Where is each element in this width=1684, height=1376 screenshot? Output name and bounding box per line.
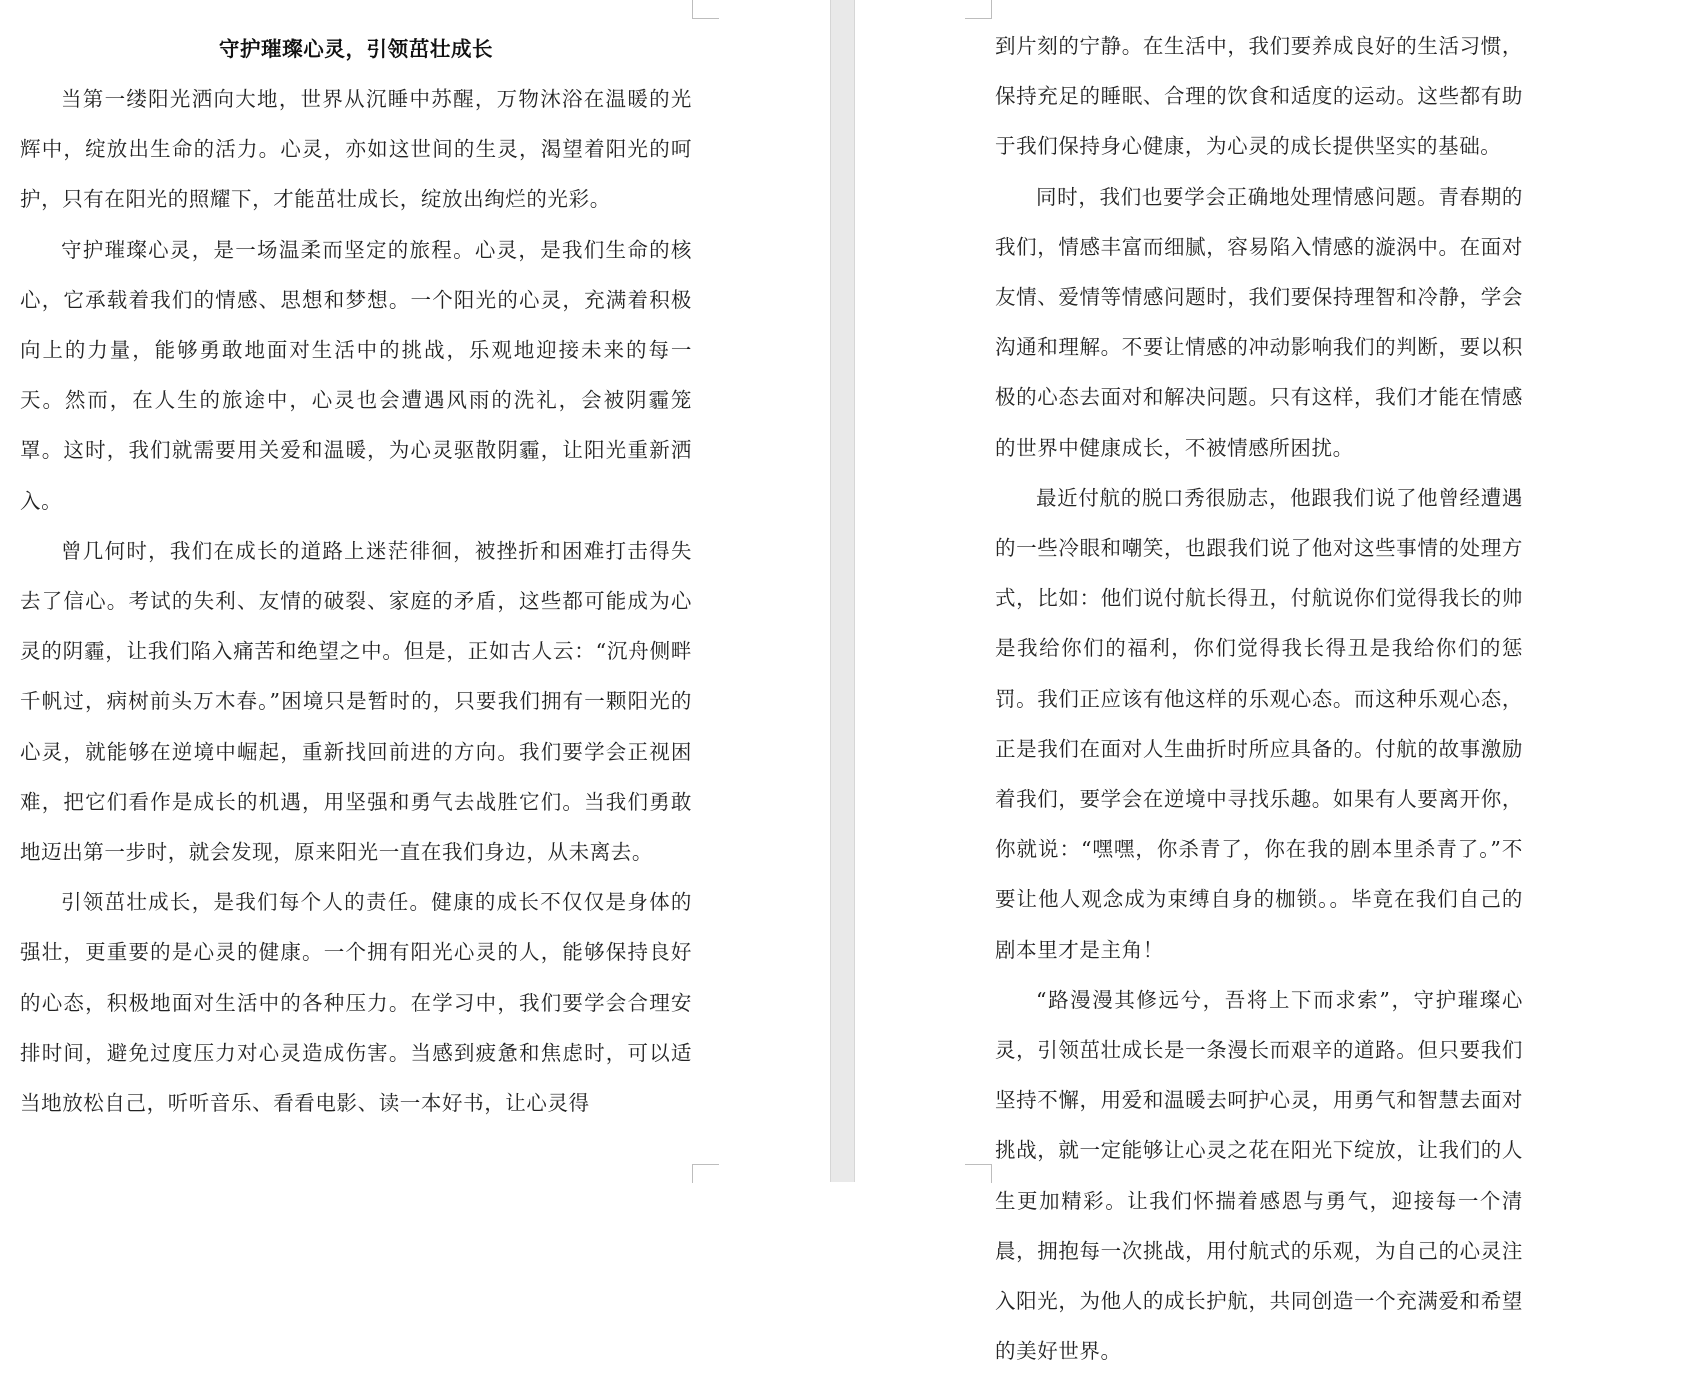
page-corner-mark [692, 0, 719, 19]
paragraph-continuation: 到片刻的宁静。在生活中，我们要养成良好的生活习惯，保持充足的睡眠、合理的饮食和适度的运动。这些都有助于我们保持身心健康，为心灵的成长提供坚实的基础。 [995, 34, 1523, 159]
paragraph: 曾几何时，我们在成长的道路上迷茫徘徊，被挫折和困难打击得失去了信心。考试的失利、友情的破裂、家庭的矛盾，这些都可能成为心灵的阴霾，让我们陷入痛苦和绝望之中。但是，正如古人云：“沉舟侧畔千帆过，病树前头万木春。”困境只是暂时的，只要我们拥有一颗阳光的心灵，就能够在逆境中崛起，重新找回前进的方向。我们要学会正视困难，把它们看作是成长的机遇，用坚强和勇气去战胜它们。当我们勇敢地迈出第一步时，就会发现，原来阳光一直在我们身边，从未离去。 [20, 538, 692, 865]
page-body [995, 21, 1523, 1376]
paragraph: 同时，我们也要学会正确地处理情感问题。青春期的我们，情感丰富而细腻，容易陷入情感的漩涡中。在面对友情、爱情等情感问题时，我们要保持理智和冷静，学会沟通和理解。不要让情感的冲动影响我们的判断，要以积极的心态去面对和解决问题。只有这样，我们才能在情感的世界中健康成长，不被情感所困扰。 [995, 184, 1523, 460]
paragraph: 最近付航的脱口秀很励志，他跟我们说了他曾经遭遇的一些冷眼和嘲笑，也跟我们说了他对这些事情的处理方式，比如：他们说付航长得丑，付航说你们觉得我长的帅是我给你们的福利，你们觉得我长得丑是我给你们的惩罚。我们正应该有他这样的乐观心态。而这种乐观心态，正是我们在面对人生曲折时所应具备的。付航的故事激励着我们，要学会在逆境中寻找乐趣。如果有人要离开你，你就说：“嘿嘿，你杀青了，你在我的剧本里杀青了。”不要让他人观念成为束缚自身的枷锁。。毕竟在我们自己的剧本里才是主角！ [995, 485, 1523, 962]
page-body [20, 24, 692, 1128]
page-corner-mark [965, 1164, 992, 1183]
page-gutter [830, 0, 855, 1182]
document-page-left [0, 0, 830, 1182]
document-page-right [855, 0, 1684, 1364]
document-title: 守护璀璨心灵，引领茁壮成长 [218, 37, 494, 61]
paragraph: 守护璀璨心灵，是一场温柔而坚定的旅程。心灵，是我们生命的核心，它承载着我们的情感、思想和梦想。一个阳光的心灵，充满着积极向上的力量，能够勇敢地面对生活中的挑战，乐观地迎接未来的每一天。然而，在人生的旅途中，心灵也会遭遇风雨的洗礼，会被阴霾笼罩。这时，我们就需要用关爱和温暖，为心灵驱散阴霾，让阳光重新洒入。 [20, 237, 692, 513]
paragraph: “路漫漫其修远兮，吾将上下而求索”，守护璀璨心灵，引领茁壮成长是一条漫长而艰辛的道路。但只要我们坚持不懈，用爱和温暖去呵护心灵，用勇气和智慧去面对挑战，就一定能够让心灵之花在阳光下绽放，让我们的人生更加精彩。让我们怀揣着感恩与勇气，迎接每一个清晨，拥抱每一次挑战，用付航式的乐观，为自己的心灵注入阳光，为他人的成长护航，共同创造一个充满爱和希望的美好世界。 [995, 987, 1523, 1364]
paragraph: 当第一缕阳光洒向大地，世界从沉睡中苏醒，万物沐浴在温暖的光辉中，绽放出生命的活力。心灵，亦如这世间的生灵，渴望着阳光的呵护，只有在阳光的照耀下，才能茁壮成长，绽放出绚烂的光彩。 [20, 87, 692, 212]
paragraph: 引领茁壮成长，是我们每个人的责任。健康的成长不仅仅是身体的强壮，更重要的是心灵的健康。一个拥有阳光心灵的人，能够保持良好的心态，积极地面对生活中的各种压力。在学习中，我们要学会合理安排时间，避免过度压力对心灵造成伤害。当感到疲惫和焦虑时，可以适当地放松自己，听听音乐、看看电影、读一本好书，让心灵得 [20, 890, 692, 1116]
page-corner-mark [965, 0, 992, 19]
page-corner-mark [692, 1164, 719, 1183]
